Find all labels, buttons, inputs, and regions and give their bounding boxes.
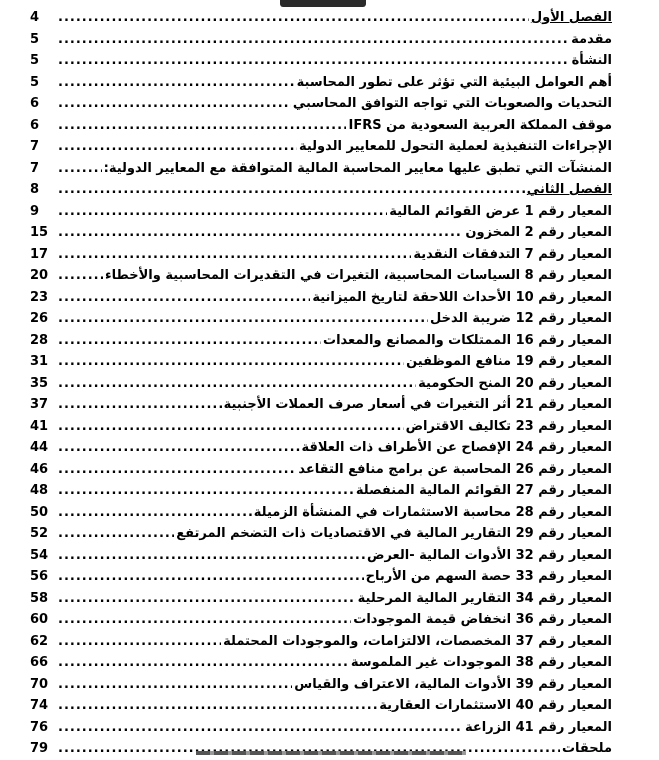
- toc-entry-title: المعيار رقم 39 الأدوات المالية، الاعتراف والقياس: [294, 676, 612, 692]
- dot-leader: [58, 72, 295, 94]
- toc-entry[interactable]: [30, 50, 612, 72]
- toc-page-number: 76: [30, 719, 49, 735]
- toc-entry[interactable]: [30, 416, 612, 438]
- toc-page-number: 23: [30, 289, 49, 305]
- toc-entry[interactable]: [30, 717, 612, 739]
- toc-entry-title: المعيار رقم 26 المحاسبة عن برامج منافع التقاعد: [298, 461, 612, 477]
- dot-leader: [58, 351, 404, 373]
- dot-leader: [58, 179, 525, 201]
- toc-entry-title: المعيار رقم 40 الاستثمارات العقارية: [379, 698, 612, 713]
- toc-entry[interactable]: [30, 265, 612, 287]
- toc-page-number: 5: [30, 31, 40, 47]
- dot-leader: [58, 93, 291, 115]
- toc-entry-title: المعيار رقم 20 المنح الحكومية: [418, 375, 612, 391]
- toc-entry[interactable]: [30, 566, 612, 588]
- toc-page-number: 52: [30, 526, 49, 541]
- toc-page-number: 20: [30, 268, 49, 283]
- toc-entry-title: المعيار رقم 27 القوائم المالية المنفصلة: [355, 483, 612, 498]
- dot-leader: [58, 136, 297, 158]
- toc-entry[interactable]: [30, 609, 612, 631]
- dot-leader: [58, 738, 560, 760]
- toc-entry[interactable]: [30, 588, 612, 610]
- toc-page-number: 74: [30, 698, 49, 713]
- toc-entry[interactable]: [30, 244, 612, 266]
- dot-leader: [58, 373, 416, 395]
- toc-entry-title: المعيار رقم 19 منافع الموظفين: [406, 354, 612, 369]
- toc-page-number: 7: [30, 139, 40, 154]
- toc-entry[interactable]: [30, 136, 612, 158]
- top-toolbar-tab[interactable]: [280, 0, 366, 7]
- toc-entry[interactable]: [30, 115, 612, 137]
- toc-entry[interactable]: [30, 738, 612, 760]
- toc-page-number: 62: [30, 633, 49, 649]
- dot-leader: [58, 545, 365, 567]
- toc-entry-title: المعيار رقم 2 المخزون: [465, 225, 612, 240]
- dot-leader: [58, 480, 354, 502]
- toc-page-number: 41: [30, 418, 49, 434]
- dot-leader: [58, 7, 529, 29]
- dot-leader: [58, 308, 428, 330]
- toc-entry-title: ملحقات: [561, 741, 612, 756]
- toc-entry[interactable]: [30, 631, 612, 653]
- toc-entry[interactable]: [30, 308, 612, 330]
- toc-entry-title: المعيار رقم 10 الأحداث اللاحقة لتاريخ الميزانية: [312, 289, 612, 305]
- toc-entry-title: المعيار رقم 32 الأدوات المالية -العرض: [366, 547, 612, 563]
- toc-entry[interactable]: [30, 459, 612, 481]
- toc-page-number: 37: [30, 397, 49, 412]
- dot-leader: [58, 566, 364, 588]
- toc-entry-title: الإجراءات التنفيذية لعملية التحول للمعايير الدولية: [298, 139, 612, 154]
- toc-entry[interactable]: [30, 695, 612, 717]
- toc-page-number: 6: [30, 117, 40, 133]
- toc-entry[interactable]: [30, 330, 612, 352]
- toc-page-number: 9: [30, 203, 40, 219]
- toc-entry-title: المعيار رقم 7 التدفقات النقدية: [413, 246, 612, 262]
- dot-leader: [58, 394, 222, 416]
- toc-entry[interactable]: [30, 674, 612, 696]
- dot-leader: [58, 437, 300, 459]
- toc-entry[interactable]: [30, 652, 612, 674]
- dot-leader: [58, 609, 351, 631]
- dot-leader: [58, 416, 404, 438]
- toc-page-number: 60: [30, 612, 49, 627]
- toc-page-number: 6: [30, 96, 40, 111]
- toc-entry-title: المعيار رقم 21 أثر التغيرات في أسعار صرف العملات الأجنبية: [223, 397, 612, 412]
- toc-page-number: 5: [30, 53, 40, 68]
- toc-entry[interactable]: [30, 201, 612, 223]
- toc-entry-title: النشأة: [571, 53, 612, 68]
- toc-entry-title: أهم العوامل البيئية التي تؤثر على تطور المحاسبة: [296, 74, 612, 90]
- toc-chapter-heading[interactable]: [30, 7, 612, 29]
- toc-page-number: 56: [30, 569, 49, 584]
- dot-leader: [58, 674, 292, 696]
- toc-page-number: 5: [30, 74, 40, 90]
- toc-page-number: 50: [30, 504, 49, 520]
- horizontal-scrollbar[interactable]: [196, 751, 466, 755]
- dot-leader: [58, 50, 570, 72]
- dot-leader: [58, 330, 321, 352]
- toc-entry[interactable]: [30, 158, 612, 180]
- toc-entry-title: المنشآت التي تطبق عليها معايير المحاسبة المالية المتوافقة مع المعايير الدولية:: [103, 160, 612, 176]
- toc-page-number: 58: [30, 590, 49, 606]
- toc-entry-title: المعيار رقم 24 الإفصاح عن الأطراف ذات العلاقة: [301, 440, 612, 455]
- toc-entry[interactable]: [30, 93, 612, 115]
- dot-leader: [58, 115, 346, 137]
- toc-entry[interactable]: [30, 545, 612, 567]
- toc-entry-title: المعيار رقم 38 الموجودات غير الملموسة: [350, 655, 612, 670]
- dot-leader: [58, 459, 296, 481]
- dot-leader: [58, 222, 463, 244]
- toc-entry[interactable]: [30, 287, 612, 309]
- dot-leader: [58, 652, 349, 674]
- toc-entry-title: المعيار رقم 23 تكاليف الاقتراض: [405, 418, 612, 434]
- dot-leader: [58, 695, 377, 717]
- dot-leader: [58, 29, 569, 51]
- toc-entry[interactable]: [30, 72, 612, 94]
- toc-page-number: 66: [30, 655, 49, 670]
- toc-page-number: 15: [30, 225, 49, 240]
- dot-leader: [58, 588, 356, 610]
- toc-entry-title: المعيار رقم 34 التقارير المالية المرحلية: [357, 590, 612, 606]
- toc-page-number: 46: [30, 461, 49, 477]
- toc-page-number: 4: [30, 10, 40, 25]
- toc-entry-title: مقدمة: [571, 31, 612, 47]
- table-of-contents: [30, 7, 612, 760]
- toc-page-number: 17: [30, 246, 49, 262]
- toc-page-number: 7: [30, 160, 40, 176]
- dot-leader: [58, 244, 411, 266]
- toc-entry-title: الفصل الأول: [530, 10, 612, 25]
- toc-entry-title: المعيار رقم 36 انخفاض قيمة الموجودات: [353, 612, 612, 627]
- dot-leader: [58, 201, 387, 223]
- toc-page-number: 28: [30, 332, 49, 348]
- toc-entry-title: موقف المملكة العربية السعودية من IFRS: [348, 117, 612, 133]
- toc-page-number: 79: [30, 741, 49, 756]
- toc-page-number: 54: [30, 547, 49, 563]
- toc-entry[interactable]: [30, 523, 612, 545]
- toc-entry-title: المعيار رقم 37 المخصصات، الالتزامات، والموجودات المحتملة: [223, 633, 612, 649]
- toc-entry[interactable]: [30, 502, 612, 524]
- toc-entry-title: المعيار رقم 28 محاسبة الاستثمارات في المنشأة الزميلة: [253, 504, 612, 520]
- toc-entry[interactable]: [30, 394, 612, 416]
- toc-entry-title: المعيار رقم 12 ضريبة الدخل: [430, 311, 612, 326]
- toc-entry[interactable]: [30, 373, 612, 395]
- toc-page-number: 31: [30, 354, 49, 369]
- toc-page-number: 35: [30, 375, 49, 391]
- toc-page-number: 8: [30, 182, 40, 197]
- toc-page-number: 48: [30, 483, 49, 498]
- toc-entry-title: المعيار رقم 33 حصة السهم من الأرباح: [365, 569, 612, 584]
- toc-entry-title: المعيار رقم 8 السياسات المحاسبية، التغيرات في التقديرات المحاسبية والأخطاء: [105, 268, 612, 283]
- dot-leader: [58, 265, 103, 287]
- toc-page-number: 44: [30, 440, 49, 455]
- dot-leader: [58, 717, 463, 739]
- dot-leader: [58, 287, 310, 309]
- toc-entry-title: التحديات والصعوبات التي تواجه التوافق المحاسبي: [292, 96, 612, 111]
- toc-entry[interactable]: [30, 29, 612, 51]
- dot-leader: [58, 502, 252, 524]
- toc-entry[interactable]: [30, 437, 612, 459]
- toc-chapter-heading[interactable]: [30, 179, 612, 201]
- toc-entry-title: المعيار رقم 16 الممتلكات والمصانع والمعدات: [323, 332, 612, 348]
- toc-entry[interactable]: [30, 351, 612, 373]
- dot-leader: [58, 523, 174, 545]
- toc-entry-title: المعيار رقم 41 الزراعة: [464, 719, 612, 735]
- toc-entry[interactable]: [30, 222, 612, 244]
- toc-entry-title: المعيار رقم 29 التقارير المالية في الاقتصاديات ذات التضخم المرتفع: [176, 526, 612, 541]
- toc-entry[interactable]: [30, 480, 612, 502]
- toc-page-number: 70: [30, 676, 49, 692]
- toc-entry-title: المعيار رقم 1 عرض القوائم المالية: [389, 203, 612, 219]
- toc-entry-title: الفصل الثاني: [526, 182, 612, 197]
- dot-leader: [58, 631, 221, 653]
- dot-leader: [58, 158, 102, 180]
- toc-page-number: 26: [30, 311, 49, 326]
